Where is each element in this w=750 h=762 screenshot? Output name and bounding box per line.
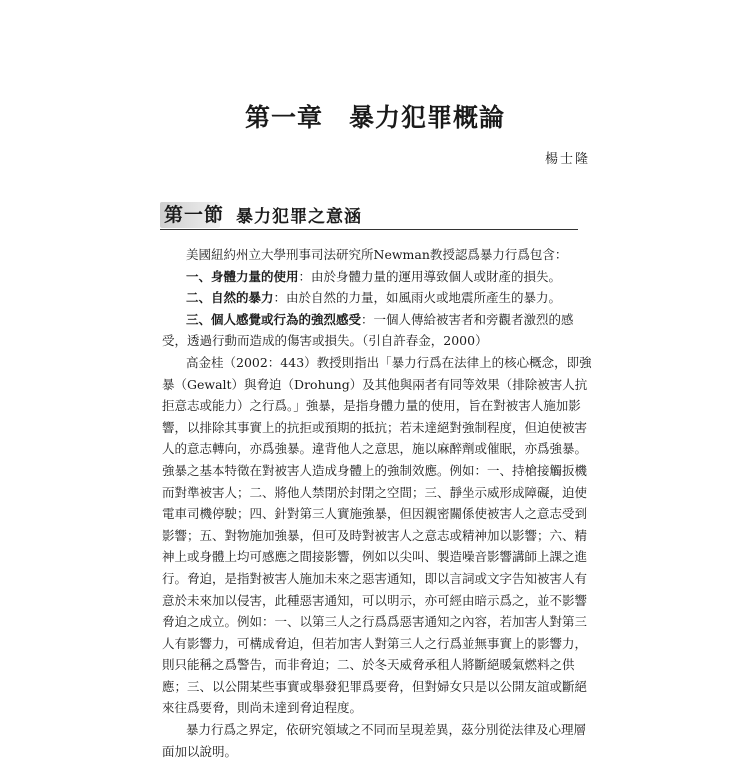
author-name: 楊士隆	[544, 152, 590, 167]
list-item-text: ：一個人傳給被害者和旁觀者激烈的感受，透過行動而造成的傷害或損失。（引自許春金，2000）	[162, 311, 574, 349]
section-underline	[160, 229, 578, 230]
list-item	[162, 309, 592, 352]
chapter-title: 第一章 暴力犯罪概論	[244, 103, 505, 132]
list-item-text: ：由於身體力量的運用導致個人或財產的損失。	[298, 268, 562, 284]
list-item	[162, 266, 592, 288]
paragraph-conclusion: 暴力行爲之界定，依研究領域之不同而呈現差異，茲分別從法律及心理層面加以說明。	[162, 722, 587, 759]
list-item	[162, 287, 592, 309]
section-heading	[160, 196, 590, 232]
body-text	[162, 244, 592, 762]
paragraph-definition: 高金桂（2002：443）教授則指出「暴力行爲在法律上的核心概念，即強暴（Gewalt）與脅迫（Drohung）及其他與兩者有同等效果（排除被害人抗拒意志或能力）之行爲。」強暴，是指身體力量的使用，旨在對被害人施加影響，以排除其事實上的抗拒或預期的抵抗；若未達絕對強制程度，但迫使被害人的意志轉向，亦爲強暴。違背他人之意思，施以麻醉劑或催眠，亦爲強暴。強暴之基本特徵在對被害人造成身體上的強制效應。例如：一、持槍接觸扳機而對準被害人；二、將他人禁閉於封閉之空間；三、靜坐示威形成障礙，迫使電車司機停駛；四、針對第三人實施強暴，但因親密關係使被害人之意志受到影響；五、對物施加強暴，但可及時對被害人之意志或精神加以影響；六、精神上或身體上均可感應之間接影響，例如以尖叫、製造噪音影響講師上課之進行。脅迫，是指對被害人施加未來之惡害通知，即以言詞或文字告知被害人有意於未來加以侵害，此種惡害通知，可以明示，亦可經由暗示爲之，並不影響脅迫之成立。例如：一、以第三人之行爲爲惡害通知之內容，若加害人對第三人有影響力，可構成脅迫，但若加害人對第三人之行爲並無事實上的影響力，則只能稱之爲警告，而非脅迫；二、於冬天威脅承租人將斷絕暖氣燃料之供應；三、以公開某些事實或舉發犯罪爲要脅，但對婦女只是以公開友誼或斷絕來往爲要脅，則尚未達到脅迫程度。	[162, 354, 592, 716]
list-item-term: 一、身體力量的使用	[186, 268, 299, 284]
list-item-term: 三、個人感覺或行為的強烈感受	[186, 311, 362, 327]
section-number: 第一節	[164, 204, 225, 226]
list-item-text: ：由於自然的力量，如風雨火或地震所產生的暴力。	[273, 290, 562, 306]
intro-paragraph: 美國紐約州立大學刑事司法研究所Newman教授認爲暴力行爲包含：	[186, 247, 568, 262]
list-item-term: 二、自然的暴力	[186, 290, 274, 306]
section-title: 暴力犯罪之意涵	[236, 207, 362, 227]
